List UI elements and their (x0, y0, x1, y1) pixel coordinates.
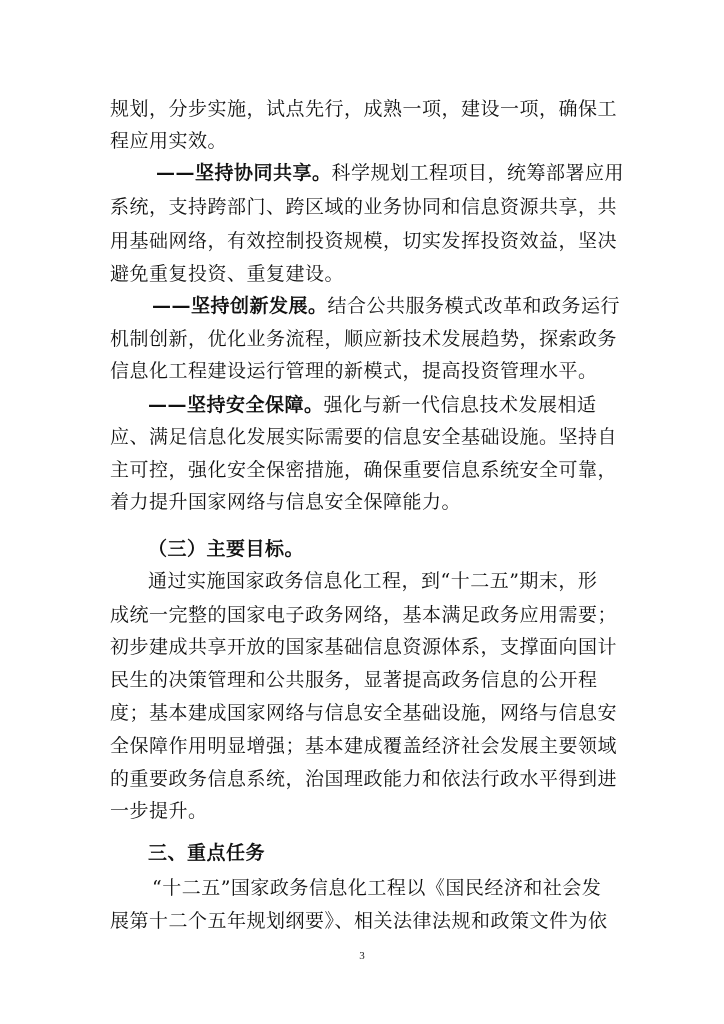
line-text: 用基础网络，有效控制投资规模，切实发挥投资效益，坚决 (110, 230, 618, 252)
line-text: 的重要政务信息系统，治国理政能力和依法行政水平得到进 (110, 768, 618, 790)
principle-heading-line (156, 161, 666, 185)
principle-lead: ——坚持创新发展。 (152, 295, 328, 317)
paragraph-line (110, 97, 620, 121)
paragraph-line (110, 359, 620, 383)
line-text: 科学规划工程项目，统筹部署应用 (331, 162, 625, 184)
paragraph-line (110, 701, 620, 725)
line-text: 避免重复投资、重复建设。 (110, 263, 345, 285)
line-text: 初步建成共享开放的国家基础信息资源体系，支撑面向国计 (110, 636, 618, 658)
principle-lead: ——坚持协同共享。 (156, 162, 332, 184)
paragraph-line (110, 603, 620, 627)
line-text: 程应用实效。 (110, 130, 228, 152)
paragraph-line (110, 327, 620, 351)
line-text: 规划，分步实施，试点先行，成熟一项，建设一项，确保工 (110, 98, 618, 120)
paragraph-line (110, 734, 620, 758)
page-number: 3 (359, 950, 365, 962)
line-text: 强化与新一代信息技术发展相适 (323, 394, 597, 416)
line-text: 全保障作用明显增强；基本建成覆盖经济社会发展主要领域 (110, 735, 618, 757)
line-text: 主可控，强化安全保密措施，确保重要信息系统安全可靠， (110, 459, 618, 481)
paragraph-line (110, 229, 620, 253)
line-text: 成统一完整的国家电子政务网络，基本满足政务应用需要； (110, 604, 618, 626)
section-heading-text: 三、重点任务 (148, 842, 266, 864)
paragraph-line (110, 262, 620, 286)
line-text: 应、满足信息化发展实际需要的信息安全基础设施。坚持自 (110, 426, 618, 448)
paragraph-line (110, 425, 620, 449)
line-text: 系统，支持跨部门、跨区域的业务协同和信息资源共享，共 (110, 196, 618, 218)
line-text: 信息化工程建设运行管理的新模式，提高投资管理水平。 (110, 360, 598, 382)
paragraph-line (110, 490, 620, 514)
principle-heading-line (152, 294, 662, 318)
paragraph-line (110, 195, 620, 219)
line-text: 一步提升。 (110, 800, 208, 822)
principle-heading-line (148, 393, 658, 417)
line-text: “十二五”国家政务信息化工程以《国民经济和社会发 (152, 877, 602, 899)
paragraph-line (110, 799, 620, 823)
paragraph-line (110, 767, 620, 791)
line-text: 结合公共服务模式改革和政务运行 (327, 295, 621, 317)
paragraph-line (110, 129, 620, 153)
line-text: 度；基本建成国家网络与信息安全基础设施，网络与信息安 (110, 702, 618, 724)
principle-lead: ——坚持安全保障。 (148, 394, 324, 416)
line-text: 展第十二个五年规划纲要》、相关法律法规和政策文件为依 (110, 910, 608, 932)
line-text: 机制创新，优化业务流程，顺应新技术发展趋势，探索政务 (110, 328, 618, 350)
paragraph-line (110, 668, 620, 692)
paragraph-line (152, 876, 662, 900)
line-text: 通过实施国家政务信息化工程，到“十二五”期末，形 (148, 570, 598, 592)
line-text: 着力提升国家网络与信息安全保障能力。 (110, 491, 462, 513)
subheading-text: （三）主要目标。 (148, 538, 305, 560)
line-text: 民生的决策管理和公共服务，显著提高政务信息的公开程 (110, 669, 598, 691)
paragraph-line (110, 635, 620, 659)
section-heading (148, 841, 658, 865)
paragraph-line (110, 909, 620, 933)
section-subheading (148, 537, 658, 561)
paragraph-line (110, 458, 620, 482)
paragraph-line (148, 569, 658, 593)
